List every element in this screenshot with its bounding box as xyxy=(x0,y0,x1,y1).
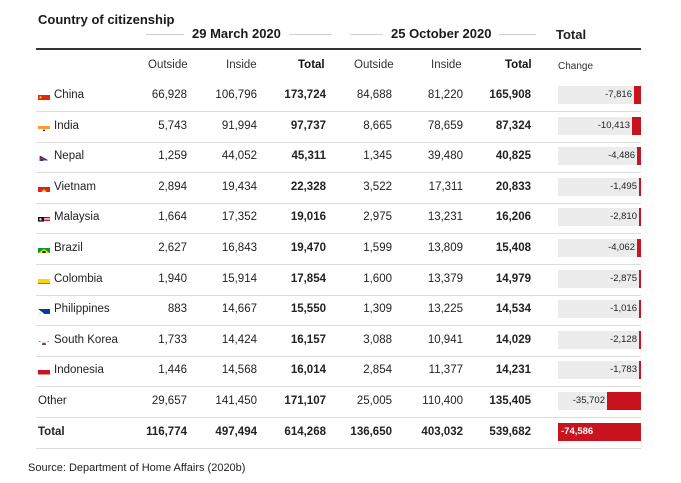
cell-mar-out: 1,446 xyxy=(158,364,187,377)
table-row xyxy=(36,112,641,143)
cell-oct-tot: 135,405 xyxy=(489,395,531,407)
change-bar xyxy=(639,331,641,349)
cell-oct-out: 3,522 xyxy=(363,180,392,193)
cell-oct-in: 39,480 xyxy=(427,150,463,163)
table-row xyxy=(36,356,641,387)
cell-oct-out: 3,088 xyxy=(363,333,392,346)
country-name: Vietnam xyxy=(54,180,96,193)
col-change: Change xyxy=(558,61,594,72)
col-oct-total: Total xyxy=(505,59,532,71)
col-mar-total: Total xyxy=(298,59,325,71)
change-bar xyxy=(639,178,641,196)
change-label: -4,486 xyxy=(608,150,635,162)
colombia-flag-icon xyxy=(38,275,50,284)
cell-mar-tot: 19,016 xyxy=(290,211,326,224)
country-name: South Korea xyxy=(54,333,118,346)
change-track xyxy=(558,117,641,135)
cell-mar-in: 141,450 xyxy=(215,395,257,407)
change-bar xyxy=(607,392,641,410)
cell-mar-out: 2,894 xyxy=(158,180,187,193)
table-row xyxy=(36,173,641,204)
table-row xyxy=(36,265,641,296)
country-header xyxy=(38,12,175,27)
change-bar xyxy=(637,239,641,257)
cell-mar-tot: 19,470 xyxy=(290,242,326,254)
change-bar xyxy=(637,147,641,165)
cell-oct-out: 1,345 xyxy=(363,150,392,163)
cell-mar-out: 29,657 xyxy=(151,395,187,407)
table-row xyxy=(36,387,641,418)
cell-mar-in: 44,052 xyxy=(221,150,257,163)
cell-mar-out: 116,774 xyxy=(146,425,187,438)
cell-oct-tot: 87,324 xyxy=(495,119,531,132)
cell-mar-in: 17,352 xyxy=(221,211,257,224)
cell-mar-out: 66,928 xyxy=(151,89,187,101)
brazil-flag-icon xyxy=(38,244,50,253)
cell-oct-tot: 14,231 xyxy=(495,364,531,377)
group1-title: 29 March 2020 xyxy=(184,26,289,41)
change-label: -10,413 xyxy=(597,119,630,131)
cell-mar-out: 883 xyxy=(167,303,187,316)
cell-oct-out: 136,650 xyxy=(350,425,392,438)
south-korea-flag-icon xyxy=(38,336,50,345)
cell-mar-in: 106,796 xyxy=(215,89,257,101)
cell-mar-tot: 17,854 xyxy=(290,272,326,285)
cell-oct-in: 13,225 xyxy=(427,303,463,316)
cell-oct-out: 25,005 xyxy=(356,395,392,407)
total-row xyxy=(36,418,641,449)
change-label: -7,816 xyxy=(605,89,632,100)
cell-mar-out: 1,664 xyxy=(158,211,187,224)
cell-mar-in: 19,434 xyxy=(221,180,257,193)
change-label: -1,016 xyxy=(610,303,637,315)
country-name: Total xyxy=(38,425,65,438)
cell-oct-tot: 14,979 xyxy=(495,272,531,285)
cell-oct-in: 13,231 xyxy=(427,211,463,224)
cell-mar-tot: 16,014 xyxy=(290,364,326,377)
cell-oct-out: 1,309 xyxy=(363,303,392,316)
indonesia-flag-icon xyxy=(38,366,50,375)
change-track xyxy=(558,392,641,410)
cell-mar-in: 14,424 xyxy=(221,333,257,346)
cell-oct-in: 13,379 xyxy=(427,272,463,285)
total-header: Total xyxy=(556,27,587,42)
change-label: -1,495 xyxy=(610,180,637,192)
cell-oct-tot: 20,833 xyxy=(495,180,531,193)
cell-mar-in: 14,568 xyxy=(221,364,257,377)
country-name: Colombia xyxy=(54,272,103,285)
cell-oct-tot: 165,908 xyxy=(489,89,531,101)
country-name: Brazil xyxy=(54,242,83,254)
change-bar xyxy=(639,361,641,379)
change-label: -74,586 xyxy=(561,425,594,437)
change-track xyxy=(558,270,641,288)
country-name: Philippines xyxy=(54,303,110,316)
india-flag-icon xyxy=(38,122,50,131)
cell-oct-out: 84,688 xyxy=(356,89,392,101)
change-track xyxy=(558,178,641,196)
cell-mar-out: 5,743 xyxy=(158,119,187,132)
cell-mar-in: 16,843 xyxy=(221,242,257,254)
change-bar xyxy=(639,208,641,226)
cell-oct-in: 11,377 xyxy=(428,364,463,377)
change-bar xyxy=(634,86,641,104)
philippines-flag-icon xyxy=(38,305,50,314)
cell-oct-tot: 16,206 xyxy=(495,211,531,224)
change-label: -2,875 xyxy=(610,272,637,284)
cell-mar-tot: 22,328 xyxy=(290,180,326,193)
cell-oct-in: 10,941 xyxy=(427,333,463,346)
table-row xyxy=(36,326,641,357)
cell-mar-tot: 97,737 xyxy=(290,119,326,132)
group2-title: 25 October 2020 xyxy=(383,26,499,41)
cell-oct-out: 1,599 xyxy=(363,242,392,254)
cell-mar-tot: 614,268 xyxy=(284,425,326,438)
cell-oct-in: 17,311 xyxy=(428,180,463,193)
cell-oct-tot: 14,029 xyxy=(495,333,531,346)
change-label: -2,128 xyxy=(610,333,637,345)
header-rule xyxy=(36,48,641,50)
col-oct-outside: Outside xyxy=(354,59,394,71)
country-header-label: Country of citizenship xyxy=(38,12,175,27)
cell-oct-out: 8,665 xyxy=(363,119,392,132)
country-name: China xyxy=(54,89,85,101)
cell-oct-in: 81,220 xyxy=(427,89,463,101)
cell-mar-tot: 45,311 xyxy=(291,150,326,163)
table-row xyxy=(36,142,641,173)
cell-oct-tot: 15,408 xyxy=(495,242,531,254)
cell-oct-in: 110,400 xyxy=(422,395,463,407)
cell-mar-tot: 171,107 xyxy=(284,395,326,407)
china-flag-icon xyxy=(38,91,50,100)
malaysia-flag-icon xyxy=(38,213,50,222)
cell-oct-out: 1,600 xyxy=(363,272,392,285)
table-row xyxy=(36,81,641,112)
country-name: Nepal xyxy=(54,150,85,163)
cell-mar-tot: 16,157 xyxy=(290,333,326,346)
cell-mar-in: 497,494 xyxy=(215,425,257,438)
cell-mar-out: 2,627 xyxy=(158,242,187,254)
change-bar xyxy=(639,300,641,318)
change-track xyxy=(558,361,641,379)
change-track xyxy=(558,239,641,257)
cell-mar-tot: 15,550 xyxy=(290,303,326,316)
col-mar-outside: Outside xyxy=(148,59,188,71)
change-label: -1,783 xyxy=(610,364,637,376)
cell-mar-out: 1,733 xyxy=(158,333,187,346)
country-name: India xyxy=(54,119,79,132)
change-label: -2,810 xyxy=(610,211,637,223)
change-track xyxy=(558,331,641,349)
cell-mar-out: 1,259 xyxy=(158,150,187,163)
cell-oct-in: 13,809 xyxy=(427,242,463,254)
change-track xyxy=(558,147,641,165)
table-row xyxy=(36,234,641,265)
nepal-flag-icon xyxy=(38,152,50,161)
change-bar xyxy=(632,117,641,135)
cell-oct-out: 2,975 xyxy=(363,211,392,224)
change-label: -4,062 xyxy=(608,242,635,253)
change-track xyxy=(558,208,641,226)
table-row xyxy=(36,203,641,234)
cell-oct-in: 403,032 xyxy=(421,425,463,438)
cell-mar-in: 15,914 xyxy=(221,272,257,285)
col-oct-inside: Inside xyxy=(431,59,462,71)
change-label: -35,702 xyxy=(572,395,605,406)
cell-mar-tot: 173,724 xyxy=(284,89,326,101)
change-bar xyxy=(639,270,641,288)
country-name: Malaysia xyxy=(54,211,100,224)
change-track xyxy=(558,423,641,441)
cell-oct-tot: 539,682 xyxy=(489,425,531,438)
cell-oct-in: 78,659 xyxy=(427,119,463,132)
cell-oct-out: 2,854 xyxy=(363,364,392,377)
cell-mar-in: 91,994 xyxy=(221,119,257,132)
country-name: Other xyxy=(38,395,67,407)
table-row xyxy=(36,295,641,326)
cell-oct-tot: 14,534 xyxy=(495,303,531,316)
country-name: Indonesia xyxy=(54,364,104,377)
cell-mar-out: 1,940 xyxy=(158,272,187,285)
col-mar-inside: Inside xyxy=(226,59,257,71)
cell-oct-tot: 40,825 xyxy=(495,150,531,163)
vietnam-flag-icon xyxy=(38,183,50,192)
source-note: Source: Department of Home Affairs (2020b) xyxy=(28,462,246,474)
change-track xyxy=(558,300,641,318)
change-track xyxy=(558,86,641,104)
cell-mar-in: 14,667 xyxy=(221,303,257,316)
